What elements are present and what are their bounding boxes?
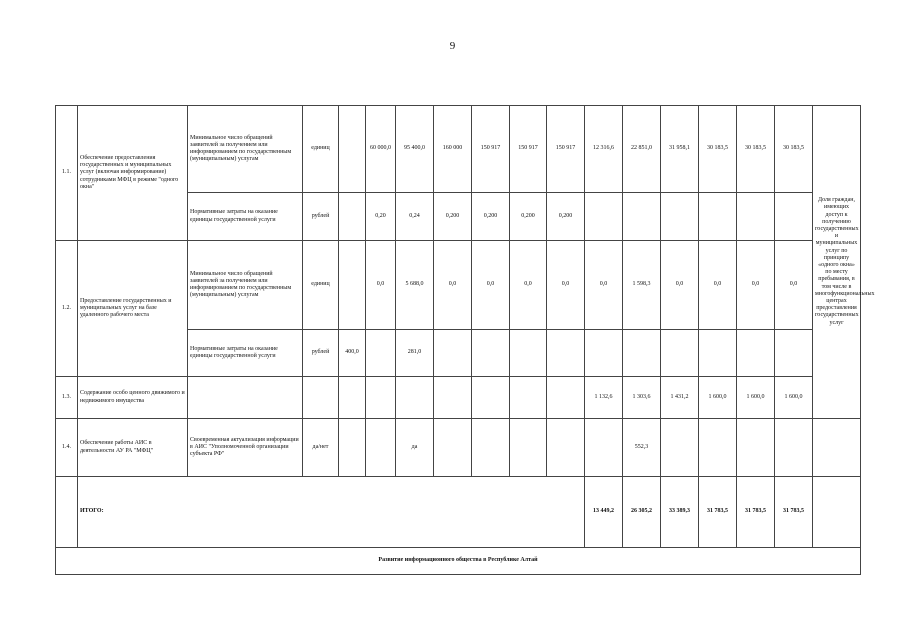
value-cell: [699, 330, 737, 377]
unit-cell: единиц: [303, 241, 339, 330]
value-cell: [775, 330, 813, 377]
indicator-name: Своевременная актуализация информации в АИС "Уполномоченной организации субъекта РФ": [188, 419, 303, 477]
value-cell: [661, 419, 699, 477]
value-cell: 12 316,6: [585, 106, 623, 193]
value-cell: [510, 330, 547, 377]
value-cell: [585, 419, 623, 477]
value-cell: [623, 193, 661, 241]
activity-name: Обеспечение работы АИС в деятельности АУ РА "МФЦ": [78, 419, 188, 477]
value-cell: 150 917: [547, 106, 585, 193]
value-cell: 0,0: [366, 241, 396, 330]
value-cell: 160 000: [434, 106, 472, 193]
activity-name: Обеспечение предоставления государственных и муниципальных услуг (включая информирование) сотрудниками МФЦ в режиме "одного окна": [78, 106, 188, 241]
value-cell: [434, 419, 472, 477]
total-value: 13 449,2: [585, 477, 623, 548]
value-cell: 281,0: [396, 330, 434, 377]
value-cell: 0,200: [510, 193, 547, 241]
value-cell: [472, 377, 510, 419]
row-number: 1.2.: [56, 241, 78, 377]
value-cell: да: [396, 419, 434, 477]
table-row: [56, 241, 861, 330]
value-cell: 30 183,5: [775, 106, 813, 193]
value-cell: [434, 377, 472, 419]
value-cell: 0,0: [547, 241, 585, 330]
value-cell: [623, 330, 661, 377]
value-cell: 95 400,0: [396, 106, 434, 193]
value-cell: [510, 419, 547, 477]
value-cell: 150 917: [472, 106, 510, 193]
value-cell: [775, 419, 813, 477]
value-cell: 60 000,0: [366, 106, 396, 193]
program-table: [55, 105, 875, 575]
value-cell: 0,24: [396, 193, 434, 241]
value-cell: [396, 377, 434, 419]
row-number: 1.1.: [56, 106, 78, 241]
value-cell: 30 183,5: [737, 106, 775, 193]
value-cell: 0,200: [472, 193, 510, 241]
row-number: [56, 477, 78, 548]
value-cell: 552,3: [623, 419, 661, 477]
table-row: [56, 377, 861, 419]
value-cell: [472, 419, 510, 477]
indicator-name: Нормативные затраты на оказание единицы государственной услуги: [188, 193, 303, 241]
value-cell: [547, 377, 585, 419]
value-cell: 1 600,0: [737, 377, 775, 419]
value-cell: 400,0: [339, 330, 366, 377]
result-cell: [813, 477, 861, 548]
row-number: 1.3.: [56, 377, 78, 419]
value-cell: 0,0: [661, 241, 699, 330]
row-number: 1.4.: [56, 419, 78, 477]
activity-name: Содержание особо ценного движимого и недвижимого имущества: [78, 377, 188, 419]
value-cell: 0,20: [366, 193, 396, 241]
value-cell: 0,200: [434, 193, 472, 241]
total-label: ИТОГО:: [78, 477, 585, 548]
value-cell: [661, 330, 699, 377]
unit-cell: да/нет: [303, 419, 339, 477]
value-cell: 1 600,0: [775, 377, 813, 419]
value-cell: 0,0: [434, 241, 472, 330]
value-cell: 1 132,6: [585, 377, 623, 419]
value-cell: [699, 193, 737, 241]
value-cell: [775, 193, 813, 241]
total-value: 26 305,2: [623, 477, 661, 548]
value-cell: [366, 419, 396, 477]
value-cell: [434, 330, 472, 377]
value-cell: [510, 377, 547, 419]
section-title: Развитие информационного общества в Республике Алтай: [56, 548, 861, 575]
indicator-name: Нормативные затраты на оказание единицы государственной услуги: [188, 330, 303, 377]
value-cell: 1 598,3: [623, 241, 661, 330]
value-cell: [339, 419, 366, 477]
value-cell: [737, 193, 775, 241]
value-cell: [737, 419, 775, 477]
result-cell: [813, 419, 861, 477]
total-value: 31 783,5: [775, 477, 813, 548]
value-cell: 31 958,1: [661, 106, 699, 193]
value-cell: 0,0: [775, 241, 813, 330]
unit-cell: единиц: [303, 106, 339, 193]
value-cell: [472, 330, 510, 377]
total-value: 31 783,5: [737, 477, 775, 548]
table-row: [56, 106, 861, 193]
total-value: 31 783,5: [699, 477, 737, 548]
total-row: [56, 477, 861, 548]
value-cell: [339, 377, 366, 419]
value-cell: 150 917: [510, 106, 547, 193]
value-cell: [737, 330, 775, 377]
value-cell: 1 303,6: [623, 377, 661, 419]
unit-cell: рублей: [303, 330, 339, 377]
value-cell: [339, 106, 366, 193]
table-row: [56, 419, 861, 477]
indicator-name: Минимальное число обращений заявителей за получением или информированием по государственным (муниципальным) услугам: [188, 241, 303, 330]
indicator-name: Минимальное число обращений заявителей за получением или информированием по государственным (муниципальным) услугам: [188, 106, 303, 193]
activity-name: Предоставление государственных и муниципальных услуг на базе удаленного рабочего места: [78, 241, 188, 377]
value-cell: 30 183,5: [699, 106, 737, 193]
value-cell: [661, 193, 699, 241]
value-cell: [547, 330, 585, 377]
value-cell: [339, 241, 366, 330]
value-cell: 0,0: [510, 241, 547, 330]
total-value: 33 389,3: [661, 477, 699, 548]
value-cell: [699, 419, 737, 477]
unit-cell: рублей: [303, 193, 339, 241]
section-header-row: [56, 548, 861, 575]
page-number: 9: [449, 40, 456, 52]
value-cell: [585, 193, 623, 241]
value-cell: 0,200: [547, 193, 585, 241]
value-cell: 0,0: [699, 241, 737, 330]
value-cell: [366, 330, 396, 377]
value-cell: 0,0: [585, 241, 623, 330]
value-cell: 1 600,0: [699, 377, 737, 419]
value-cell: [547, 419, 585, 477]
value-cell: [585, 330, 623, 377]
value-cell: [339, 193, 366, 241]
value-cell: 1 431,2: [661, 377, 699, 419]
value-cell: 0,0: [737, 241, 775, 330]
value-cell: [366, 377, 396, 419]
result-note: Доля граждан, имеющих доступ к получению государственных и муниципальных услуг по принципу «одного окна» по месту пребывания, в том числе в многофункциональных центрах предоставления государственных услуг: [813, 106, 861, 419]
indicator-name: [188, 377, 303, 419]
value-cell: 5 688,0: [396, 241, 434, 330]
value-cell: 22 851,0: [623, 106, 661, 193]
value-cell: 0,0: [472, 241, 510, 330]
unit-cell: [303, 377, 339, 419]
